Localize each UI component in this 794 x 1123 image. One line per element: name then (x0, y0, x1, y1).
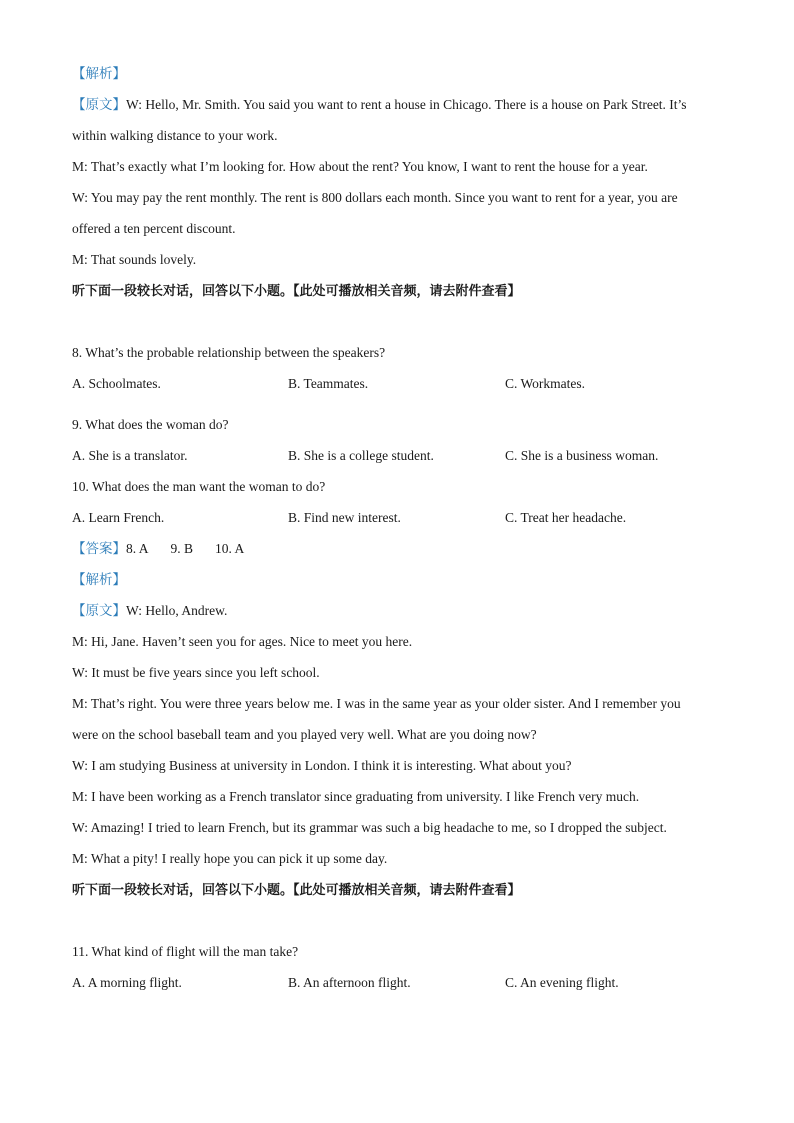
transcript-line: W: Amazing! I tried to learn French, but its grammar was such a big headache to me, so I dropped the subject. (72, 820, 667, 835)
answer-item: 8. A (126, 541, 149, 556)
answer-item: 10. A (215, 541, 245, 556)
option-b: B. Teammates. (288, 376, 369, 391)
transcript-line: M: I have been working as a French translator since graduating from university. I like French very much. (72, 789, 640, 804)
question-11: 11. What kind of flight will the man take? (72, 944, 299, 959)
transcript-line: M: That sounds lovely. (72, 252, 197, 267)
transcript-text: W: Hello, Mr. Smith. You said you want to rent a house in Chicago. There is a house on Park Street. It’s (126, 97, 687, 112)
answer-line (72, 533, 724, 564)
analysis-heading (72, 58, 724, 89)
spacer (72, 905, 724, 936)
question-10: 10. What does the man want the woman to do? (72, 479, 326, 494)
option-a: A. Learn French. (72, 510, 165, 525)
transcript-line: M: Hi, Jane. Haven’t seen you for ages. Nice to meet you here. (72, 634, 413, 649)
question-9-options (72, 440, 724, 471)
transcript-text: W: Hello, Andrew. (126, 603, 228, 618)
transcript-label: 【原文】 (72, 603, 126, 618)
option-c: C. Treat her headache. (505, 510, 627, 525)
question-9: 9. What does the woman do? (72, 417, 229, 432)
document-page (72, 58, 724, 998)
option-b: B. Find new interest. (288, 510, 401, 525)
question-11-options (72, 967, 724, 998)
option-a: A. She is a translator. (72, 448, 188, 463)
instruction-text: 听下面一段较长对话，回答以下小题。【此处可播放相关音频，请去附件查看】 (72, 883, 521, 898)
spacer (72, 306, 724, 337)
transcript-line: W: It must be five years since you left school. (72, 665, 320, 680)
question-10-options (72, 502, 724, 533)
transcript-line (72, 595, 724, 626)
transcript-line: M: That’s right. You were three years below me. I was in the same year as your older sister. And I remember you (72, 696, 681, 711)
option-c: C. She is a business woman. (505, 448, 659, 463)
transcript-line: M: What a pity! I really hope you can pick it up some day. (72, 851, 388, 866)
option-a: A. A morning flight. (72, 975, 182, 990)
analysis-label: 【解析】 (72, 572, 126, 587)
transcript-line: W: You may pay the rent monthly. The rent is 800 dollars each month. Since you want to rent for a year, you are (72, 190, 678, 205)
instruction-text: 听下面一段较长对话，回答以下小题。【此处可播放相关音频，请去附件查看】 (72, 284, 521, 299)
option-a: A. Schoolmates. (72, 376, 161, 391)
option-c: C. Workmates. (505, 376, 586, 391)
transcript-line: were on the school baseball team and you played very well. What are you doing now? (72, 727, 537, 742)
analysis-label: 【解析】 (72, 66, 126, 81)
option-b: B. An afternoon flight. (288, 975, 411, 990)
analysis-heading (72, 564, 724, 595)
answer-label: 【答案】 (72, 541, 126, 556)
listening-instruction (72, 874, 724, 905)
transcript-line (72, 89, 724, 120)
transcript-line: offered a ten percent discount. (72, 221, 236, 236)
option-b: B. She is a college student. (288, 448, 434, 463)
listening-instruction (72, 275, 724, 306)
option-c: C. An evening flight. (505, 975, 619, 990)
answer-item: 9. B (170, 541, 194, 556)
question-8: 8. What’s the probable relationship between the speakers? (72, 345, 386, 360)
transcript-line: M: That’s exactly what I’m looking for. How about the rent? You know, I want to rent the house for a year. (72, 159, 648, 174)
transcript-label: 【原文】 (72, 97, 126, 112)
question-8-options (72, 368, 724, 399)
transcript-line: within walking distance to your work. (72, 128, 278, 143)
transcript-line: W: I am studying Business at university in London. I think it is interesting. What about you? (72, 758, 572, 773)
